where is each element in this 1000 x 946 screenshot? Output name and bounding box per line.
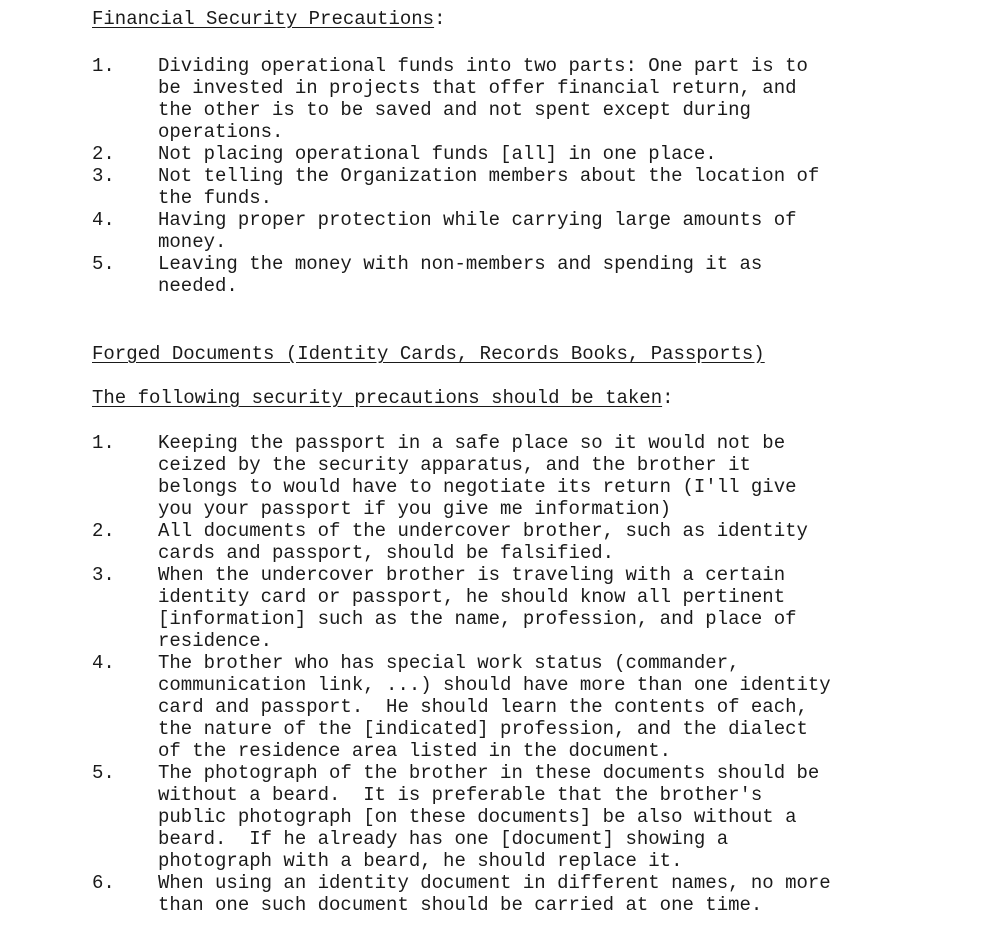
list-item [92,55,819,143]
list-item [92,165,819,209]
text-line: the other is to be saved and not spent except during [158,99,751,121]
text-line: Keeping the passport in a safe place so it would not be [158,432,786,454]
subheading-text: The following security precautions should be taken [92,387,663,409]
list-item [92,432,831,520]
text-line: operations. [158,121,284,143]
list-item [92,652,831,762]
text-line: cards and passport, should be falsified. [158,542,615,564]
text-line: When using an identity document in different names, no more [158,872,831,894]
text-line: of the residence area listed in the document. [158,740,672,762]
item-number: 1. [92,432,115,454]
item-text [158,55,808,143]
item-number: 3. [92,564,115,586]
item-text [158,872,831,916]
text-line: photograph with a beard, he should replace it. [158,850,683,872]
text-line: public photograph [on these documents] be also without a [158,806,797,828]
text-line: When the undercover brother is traveling with a certain [158,564,786,586]
text-line: beard. If he already has one [document] showing a [158,828,729,850]
heading-colon: : [434,8,446,30]
section-heading-financial [92,8,445,30]
text-line: Having proper protection while carrying large amounts of [158,209,797,231]
text-line: the funds. [158,187,273,209]
list-item [92,520,831,564]
text-line: be invested in projects that offer financial return, and [158,77,797,99]
text-line: the nature of the [indicated] profession, and the dialect [158,718,808,740]
item-text [158,165,819,209]
text-line: card and passport. He should learn the contents of each, [158,696,808,718]
text-line: you your passport if you give me information) [158,498,672,520]
subheading-colon: : [662,387,674,409]
item-text [158,652,831,762]
text-line: The photograph of the brother in these documents should be [158,762,820,784]
item-text [158,143,717,165]
list-item [92,564,831,652]
item-number: 3. [92,165,115,187]
text-line: needed. [158,275,238,297]
financial-precautions-list [92,55,819,297]
item-number: 5. [92,253,115,275]
text-line: Not placing operational funds [all] in one place. [158,143,717,165]
text-line: residence. [158,630,273,652]
text-line: Leaving the money with non-members and spending it as [158,253,763,275]
text-line: without a beard. It is preferable that the brother's [158,784,763,806]
item-text [158,432,797,520]
document-precautions-list [92,432,831,916]
text-line: identity card or passport, he should know all pertinent [158,586,786,608]
text-line: belongs to would have to negotiate its return (I'll give [158,476,797,498]
item-number: 6. [92,872,115,894]
item-text [158,762,819,872]
item-number: 4. [92,652,115,674]
text-line: than one such document should be carried at one time. [158,894,763,916]
text-line: [information] such as the name, profession, and place of [158,608,797,630]
item-number: 5. [92,762,115,784]
item-number: 2. [92,143,115,165]
text-line: Dividing operational funds into two parts: One part is to [158,55,808,77]
text-line: money. [158,231,227,253]
item-text [158,564,797,652]
heading-text: Financial Security Precautions [92,8,435,30]
list-item [92,143,819,165]
list-item [92,253,819,297]
item-number: 2. [92,520,115,542]
section-subheading [92,387,674,409]
item-text [158,520,808,564]
item-number: 4. [92,209,115,231]
section-heading-forged-documents: Forged Documents (Identity Cards, Records Books, Passports) [92,343,765,365]
list-item [92,209,819,253]
list-item [92,872,831,916]
text-line: The brother who has special work status (commander, [158,652,740,674]
text-line: ceized by the security apparatus, and the brother it [158,454,751,476]
item-text [158,209,797,253]
list-item [92,762,831,872]
item-number: 1. [92,55,115,77]
text-line: communication link, ...) should have more than one identity [158,674,831,696]
text-line: All documents of the undercover brother, such as identity [158,520,808,542]
text-line: Not telling the Organization members about the location of [158,165,820,187]
item-text [158,253,762,297]
